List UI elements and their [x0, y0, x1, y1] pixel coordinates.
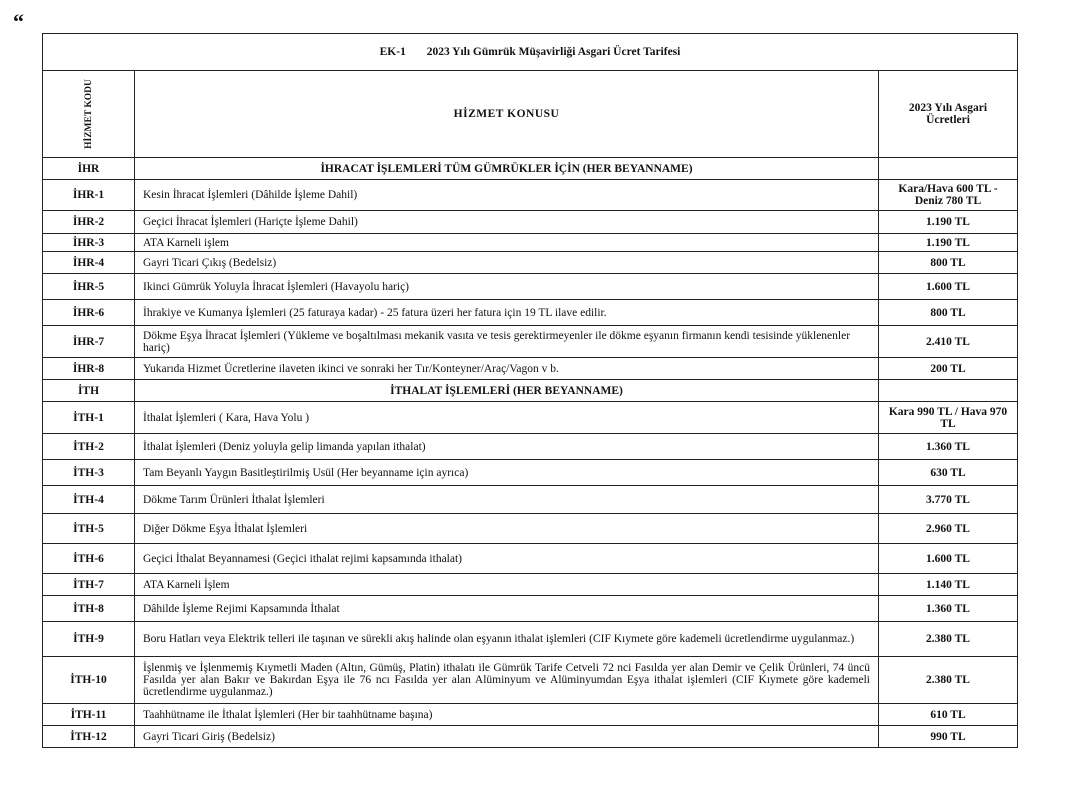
service-code: İTH-8: [43, 596, 135, 622]
service-description: Dökme Eşya İhracat İşlemleri (Yükleme ve boşaltılması mekanik vasıta ve tesis gerektirmeyenler ile dökme eşyanın firmanın kendi tesisinde yüklenenler hariç): [135, 326, 879, 358]
service-price: 200 TL: [879, 358, 1018, 380]
annex-label: EK-1: [379, 46, 406, 58]
service-description: Taahhütname ile İthalat İşlemleri (Her bir taahhütname başına): [135, 704, 879, 726]
opening-quote-mark: “: [13, 9, 24, 34]
header-subject: HİZMET KONUSU: [135, 71, 879, 158]
table-row: [43, 657, 1018, 704]
service-code: İTH-3: [43, 460, 135, 486]
service-code: İHR-2: [43, 211, 135, 234]
table-row: [43, 211, 1018, 234]
service-code: İTH: [43, 380, 135, 402]
table-row: [43, 274, 1018, 300]
table-row: [43, 544, 1018, 574]
service-price: 1.600 TL: [879, 274, 1018, 300]
service-description: ATA Karneli işlem: [135, 234, 879, 252]
table-row: [43, 434, 1018, 460]
table-row: [43, 358, 1018, 380]
table-row: [43, 596, 1018, 622]
table-row: [43, 486, 1018, 514]
title-row: [43, 34, 1018, 71]
service-code: İHR: [43, 158, 135, 180]
service-price: 630 TL: [879, 460, 1018, 486]
table-row: [43, 300, 1018, 326]
service-code: İHR-5: [43, 274, 135, 300]
table-row: [43, 402, 1018, 434]
service-description: İthalat İşlemleri (Deniz yoluyla gelip limanda yapılan ithalat): [135, 434, 879, 460]
table-row: [43, 460, 1018, 486]
service-description: Gayri Ticari Çıkış (Bedelsiz): [135, 252, 879, 274]
service-description: İşlenmiş ve İşlenmemiş Kıymetli Maden (Altın, Gümüş, Platin) ithalatı ile Gümrük Tarife Cetveli 72 nci Fasılda yer alan Demir ve Çelik Ürünleri, 74 üncü Fasılda yer alan Bakır ve Bakırdan Eşya ile 76 ncı Fasılda yer alan Alüminyum ve Alüminyumdan Eşya ithalat işlemleri (CIF Kıymete göre kademeli ücretlendirme uygulanmaz.): [135, 657, 879, 704]
service-description: Boru Hatları veya Elektrik telleri ile taşınan ve sürekli akış halinde olan eşyanın ithalat işlemleri (CIF Kıymete göre kademeli ücretlendirme uygulanmaz.): [135, 622, 879, 657]
section-row: [43, 158, 1018, 180]
service-price: 3.770 TL: [879, 486, 1018, 514]
service-price: Kara 990 TL / Hava 970 TL: [879, 402, 1018, 434]
service-code: İHR-3: [43, 234, 135, 252]
service-description: Yukarıda Hizmet Ücretlerine ilaveten ikinci ve sonraki her Tır/Konteyner/Araç/Vagon v b.: [135, 358, 879, 380]
service-description: Geçici İhracat İşlemleri (Hariçte İşleme Dahil): [135, 211, 879, 234]
service-price: 1.190 TL: [879, 211, 1018, 234]
service-price: 2.380 TL: [879, 657, 1018, 704]
service-price: 2.960 TL: [879, 514, 1018, 544]
tariff-title: 2023 Yılı Gümrük Müşavirliği Asgari Ücret Tarifesi: [426, 46, 681, 58]
service-code: İTH-10: [43, 657, 135, 704]
service-description: Gayri Ticari Giriş (Bedelsiz): [135, 726, 879, 748]
service-description: Geçici İthalat Beyannamesi (Geçici ithalat rejimi kapsamında ithalat): [135, 544, 879, 574]
service-code: İTH-5: [43, 514, 135, 544]
service-price: 800 TL: [879, 252, 1018, 274]
header-row: [43, 71, 1018, 158]
section-title: İTHALAT İŞLEMLERİ (HER BEYANNAME): [135, 380, 879, 402]
service-price: 2.380 TL: [879, 622, 1018, 657]
table-row: [43, 622, 1018, 657]
service-description: Tam Beyanlı Yaygın Basitleştirilmiş Usül (Her beyanname için ayrıca): [135, 460, 879, 486]
service-code: İTH-7: [43, 574, 135, 596]
service-description: İthalat İşlemleri ( Kara, Hava Yolu ): [135, 402, 879, 434]
service-description: Ikinci Gümrük Yoluyla İhracat İşlemleri (Havayolu hariç): [135, 274, 879, 300]
header-code-cell: [43, 71, 135, 158]
section-title: İHRACAT İŞLEMLERİ TÜM GÜMRÜKLER İÇİN (HER BEYANNAME): [135, 158, 879, 180]
table-row: [43, 726, 1018, 748]
service-price: 800 TL: [879, 300, 1018, 326]
service-code: İTH-11: [43, 704, 135, 726]
service-price: 1.600 TL: [879, 544, 1018, 574]
header-code: HİZMET KODU: [83, 79, 94, 149]
service-code: İTH-2: [43, 434, 135, 460]
header-price: 2023 Yılı Asgari Ücretleri: [879, 71, 1018, 158]
service-code: İHR-1: [43, 180, 135, 211]
tariff-table: [42, 33, 1018, 748]
service-code: İHR-8: [43, 358, 135, 380]
service-price: 990 TL: [879, 726, 1018, 748]
service-code: İTH-9: [43, 622, 135, 657]
service-description: Dâhilde İşleme Rejimi Kapsamında İthalat: [135, 596, 879, 622]
table-row: [43, 326, 1018, 358]
service-description: İhrakiye ve Kumanya İşlemleri (25 faturaya kadar) - 25 fatura üzeri her fatura için 19 TL ilave edilir.: [135, 300, 879, 326]
table-row: [43, 234, 1018, 252]
service-price: Kara/Hava 600 TL - Deniz 780 TL: [879, 180, 1018, 211]
service-code: İHR-6: [43, 300, 135, 326]
service-description: ATA Karneli İşlem: [135, 574, 879, 596]
service-price: [879, 158, 1018, 180]
service-description: Kesin İhracat İşlemleri (Dâhilde İşleme Dahil): [135, 180, 879, 211]
service-code: İTH-6: [43, 544, 135, 574]
service-description: Diğer Dökme Eşya İthalat İşlemleri: [135, 514, 879, 544]
service-code: İTH-1: [43, 402, 135, 434]
service-price: 1.360 TL: [879, 434, 1018, 460]
service-price: 2.410 TL: [879, 326, 1018, 358]
service-price: 1.140 TL: [879, 574, 1018, 596]
table-row: [43, 252, 1018, 274]
service-price: 1.360 TL: [879, 596, 1018, 622]
service-price: [879, 380, 1018, 402]
service-description: Dökme Tarım Ürünleri İthalat İşlemleri: [135, 486, 879, 514]
section-row: [43, 380, 1018, 402]
document-title: [43, 34, 1018, 71]
service-code: İTH-12: [43, 726, 135, 748]
table-row: [43, 514, 1018, 544]
service-price: 1.190 TL: [879, 234, 1018, 252]
service-code: İHR-7: [43, 326, 135, 358]
table-row: [43, 574, 1018, 596]
service-price: 610 TL: [879, 704, 1018, 726]
table-row: [43, 180, 1018, 211]
service-code: İTH-4: [43, 486, 135, 514]
service-code: İHR-4: [43, 252, 135, 274]
table-row: [43, 704, 1018, 726]
